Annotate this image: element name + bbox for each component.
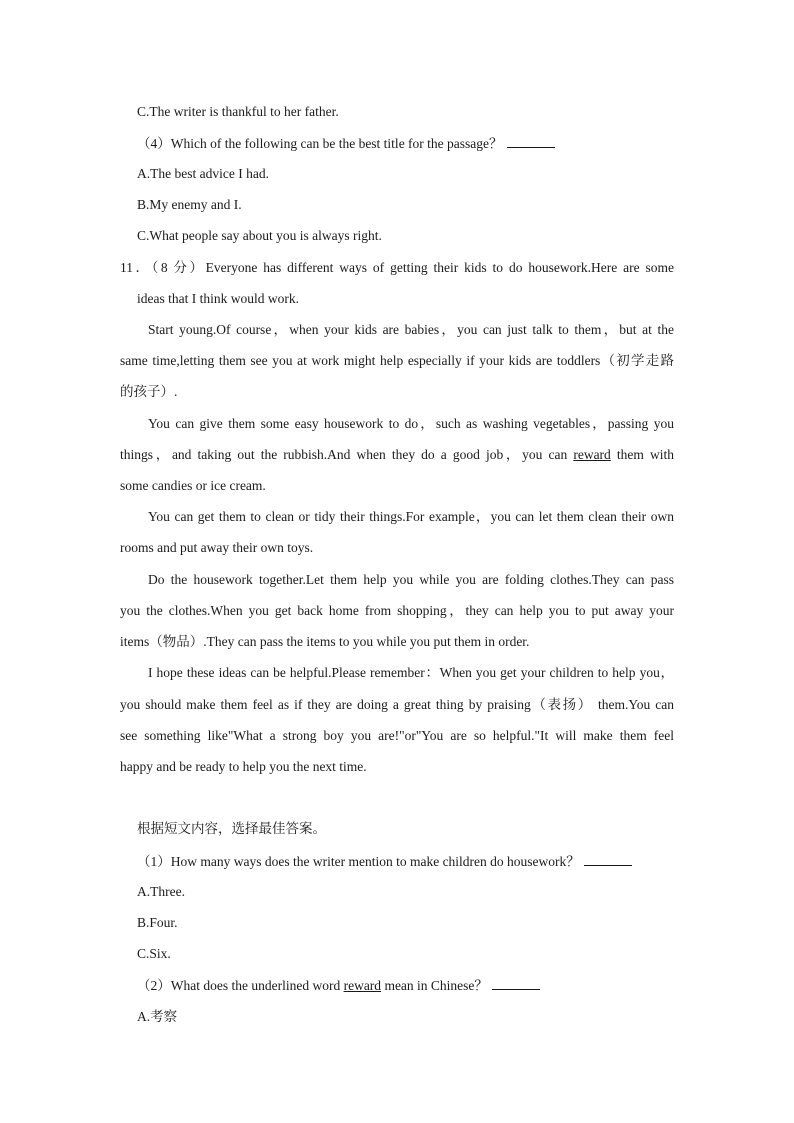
underlined-word-reward: reward — [343, 978, 382, 993]
q10-option-c: C.The writer is thankful to her father. — [137, 104, 339, 119]
p5-line3: see something like"What a strong boy you are!"or"You are so helpful."It will make them feel — [120, 728, 674, 743]
p4-line3: items（物品）.They can pass the items to you while you put them in order. — [120, 634, 530, 649]
p2-line2-pre: things，and taking out the rubbish.And when they do a good job，you can — [120, 447, 574, 462]
q11-1-option-a: A.Three. — [137, 884, 185, 899]
q10-4-option-b: B.My enemy and I. — [137, 197, 242, 212]
p3-line1: You can get them to clean or tidy their things.For example，you can let them clean their own — [148, 509, 674, 524]
answer-blank[interactable] — [492, 976, 540, 990]
p5-line1: I hope these ideas can be helpful.Please remember：When you get your children to help you， — [148, 665, 674, 680]
q11-1-prompt-text: （1）How many ways does the writer mention to make children do housework？ — [137, 854, 580, 869]
p2-line2-post: them with — [610, 447, 674, 462]
q10-4-prompt — [137, 134, 555, 153]
p4-line1: Do the housework together.Let them help you while you are folding clothes.They can pass — [148, 572, 674, 587]
p1-line2: same time,letting them see you at work might help especially if your kids are toddlers（初学走路 — [120, 353, 674, 368]
answer-blank[interactable] — [507, 134, 555, 148]
q11-2-prompt-post: mean in Chinese？ — [381, 978, 488, 993]
q11-2-option-a: A.考察 — [137, 1009, 178, 1024]
q11-heading-line2: ideas that I think would work. — [137, 291, 299, 306]
p2-line1: You can give them some easy housework to do，such as washing vegetables，passing you — [148, 416, 674, 431]
q11-1-option-c: C.Six. — [137, 946, 171, 961]
p5-line4: happy and be ready to help you the next time. — [120, 759, 367, 774]
q11-1-prompt — [137, 852, 632, 871]
q11-heading-line1: 11．（8 分）Everyone has different ways of getting their kids to do housework.Here are some — [120, 260, 674, 275]
q10-4-option-c: C.What people say about you is always right. — [137, 228, 382, 243]
q11-1-option-b: B.Four. — [137, 915, 178, 930]
answer-blank[interactable] — [584, 852, 632, 866]
p3-line2: rooms and put away their own toys. — [120, 540, 314, 555]
p5-line2: you should make them feel as if they are doing a great thing by praising（表扬） them.You can — [120, 697, 674, 712]
q10-4-option-a: A.The best advice I had. — [137, 166, 269, 181]
underlined-word-reward: reward — [573, 447, 611, 462]
p4-line2: you the clothes.When you get back home from shopping，they can help you to put away your — [120, 603, 674, 618]
q10-4-prompt-text: （4）Which of the following can be the best title for the passage？ — [137, 136, 503, 151]
instruction: 根据短文内容，选择最佳答案。 — [137, 821, 326, 836]
p2-line2 — [120, 446, 674, 464]
q11-2-prompt-pre: （2）What does the underlined word — [137, 978, 344, 993]
p1-line3: 的孩子）. — [120, 384, 178, 399]
p1-line1: Start young.Of course，when your kids are babies，you can just talk to them，but at the — [148, 322, 674, 337]
p2-line3: some candies or ice cream. — [120, 478, 266, 493]
q11-2-prompt — [137, 976, 540, 995]
